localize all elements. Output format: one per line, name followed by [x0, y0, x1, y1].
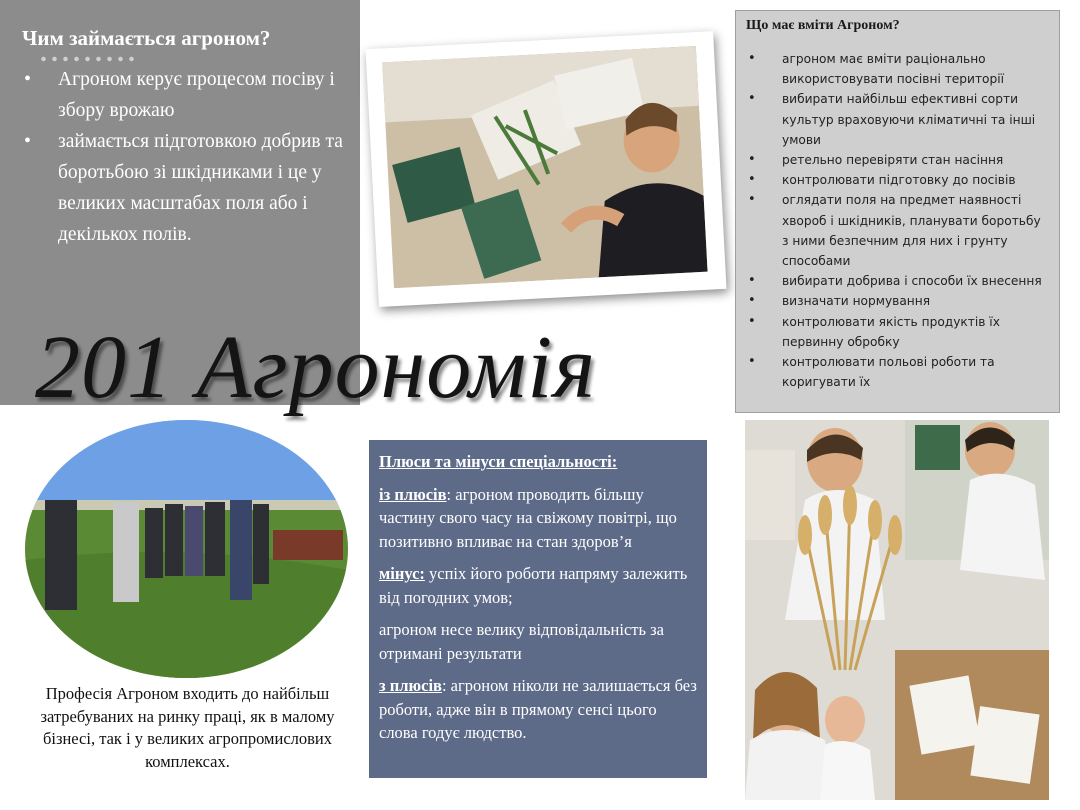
pros-paragraph-2	[379, 674, 697, 745]
pros-text-1: : агроном проводить більшу частину свого часу на свіжому повітрі, що позитивно впливає на стан здоров’я	[379, 484, 677, 551]
pros-cons-title: Плюси та мінуси спеціальності:	[379, 452, 618, 471]
intro-item: • Агроном керує процесом посіву і збору врожаю	[22, 64, 347, 126]
skills-item: • вибирати добрива і способи їх внесення	[744, 271, 1050, 291]
pros-cons-panel	[369, 440, 707, 778]
skills-item: • контролювати якість продуктів їх первинну обробку	[744, 312, 1050, 352]
cons-text: успіх його роботи напряму залежить від погодних умов;	[379, 564, 688, 607]
skills-item: • агроном має вміти раціонально використовувати посівні території	[744, 49, 1050, 89]
intro-title: Чим займається агроном?	[22, 26, 271, 50]
skills-item: • вибирати найбільш ефективні сорти культур враховуючи кліматичні та інші умови	[744, 89, 1050, 150]
responsibility-paragraph: агроном несе велику відповідальність за отримані результати	[379, 620, 664, 663]
intro-list	[22, 64, 347, 250]
pros-text-2: : агроном ніколи не залишається без роботи, адже він в прямому сенсі цього слова годує людство.	[379, 676, 697, 742]
skills-item: • ретельно перевіряти стан насіння	[744, 150, 1050, 170]
skills-item: • визначати нормування	[744, 291, 1050, 311]
pros-label-1: із плюсів	[379, 484, 447, 504]
student-photo-frame	[365, 31, 726, 307]
field-photo	[25, 420, 348, 678]
profession-caption: Професія Агроном входить до найбільш затребуваних на ринку праці, як в малому бізнесі, так і у великих агропромислових комплексах.	[40, 684, 335, 771]
skills-item: • оглядати поля на предмет наявності хвороб і шкідників, планувати боротьбу з ними безпечним для них і грунту способами	[744, 190, 1050, 271]
cons-paragraph	[379, 562, 697, 609]
pros-label-2: з плюсів	[379, 676, 442, 695]
skills-item: • контролювати польові роботи та коригувати їх	[744, 352, 1050, 392]
skills-panel	[735, 10, 1060, 413]
student-photo	[382, 46, 707, 288]
intro-item: • займається підготовкою добрив та боротьбою зі шкідниками і це у великих масштабах поля або і декількох полів.	[22, 126, 347, 250]
skills-item: • контролювати підготовку до посівів	[744, 170, 1050, 190]
cons-label: мінус:	[379, 564, 425, 583]
main-title: 201 Агрономія	[35, 318, 597, 417]
pros-paragraph-1	[379, 483, 697, 554]
decorative-dots	[38, 56, 138, 62]
lab-photo	[745, 420, 1049, 800]
skills-title: Що має вміти Агроном?	[746, 18, 900, 33]
skills-list	[744, 49, 1050, 392]
